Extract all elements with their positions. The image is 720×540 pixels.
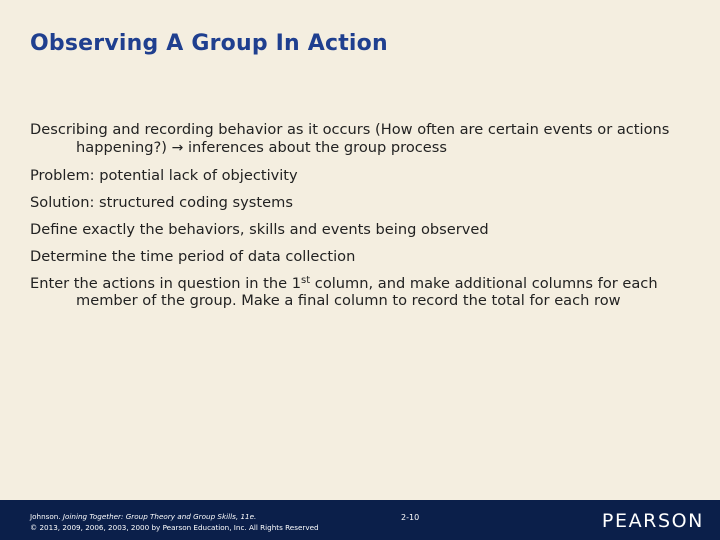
arrow-right-icon: →: [171, 139, 184, 156]
footer-bar: [0, 500, 720, 540]
bullet-problem: Problem: potential lack of objectivity: [30, 166, 298, 184]
footer-author: Johnson.: [30, 512, 63, 521]
page-number: 2-10: [401, 513, 420, 522]
superscript: st: [301, 274, 311, 286]
slide-title: Observing A Group In Action: [30, 31, 388, 56]
bullet-determine: Determine the time period of data collection: [30, 247, 356, 265]
bullet-solution: Solution: structured coding systems: [30, 193, 293, 211]
bullet-describing: [30, 121, 680, 157]
bullet-define: Define exactly the behaviors, skills and events being observed: [30, 220, 489, 238]
footer-citation: [30, 511, 319, 533]
pearson-logo: PEARSON: [601, 510, 704, 532]
bullet-text: Describing and recording behavior as it occurs (How often are certain events or actions happening?): [30, 121, 670, 156]
footer-book-title: Joining Together: Group Theory and Group Skills, 11e.: [62, 512, 257, 521]
bullet-text: column, and make additional columns for each member of the group. Make a final column to record the total for each row: [76, 274, 658, 309]
slide-content: [30, 121, 680, 319]
bullet-text: Enter the actions in question in the 1: [30, 274, 302, 292]
footer-copyright: © 2013, 2009, 2006, 2003, 2000 by Pearson Education, Inc. All Rights Reserved: [30, 523, 319, 532]
bullet-enter: [30, 275, 680, 310]
bullet-text: inferences about the group process: [183, 138, 447, 156]
